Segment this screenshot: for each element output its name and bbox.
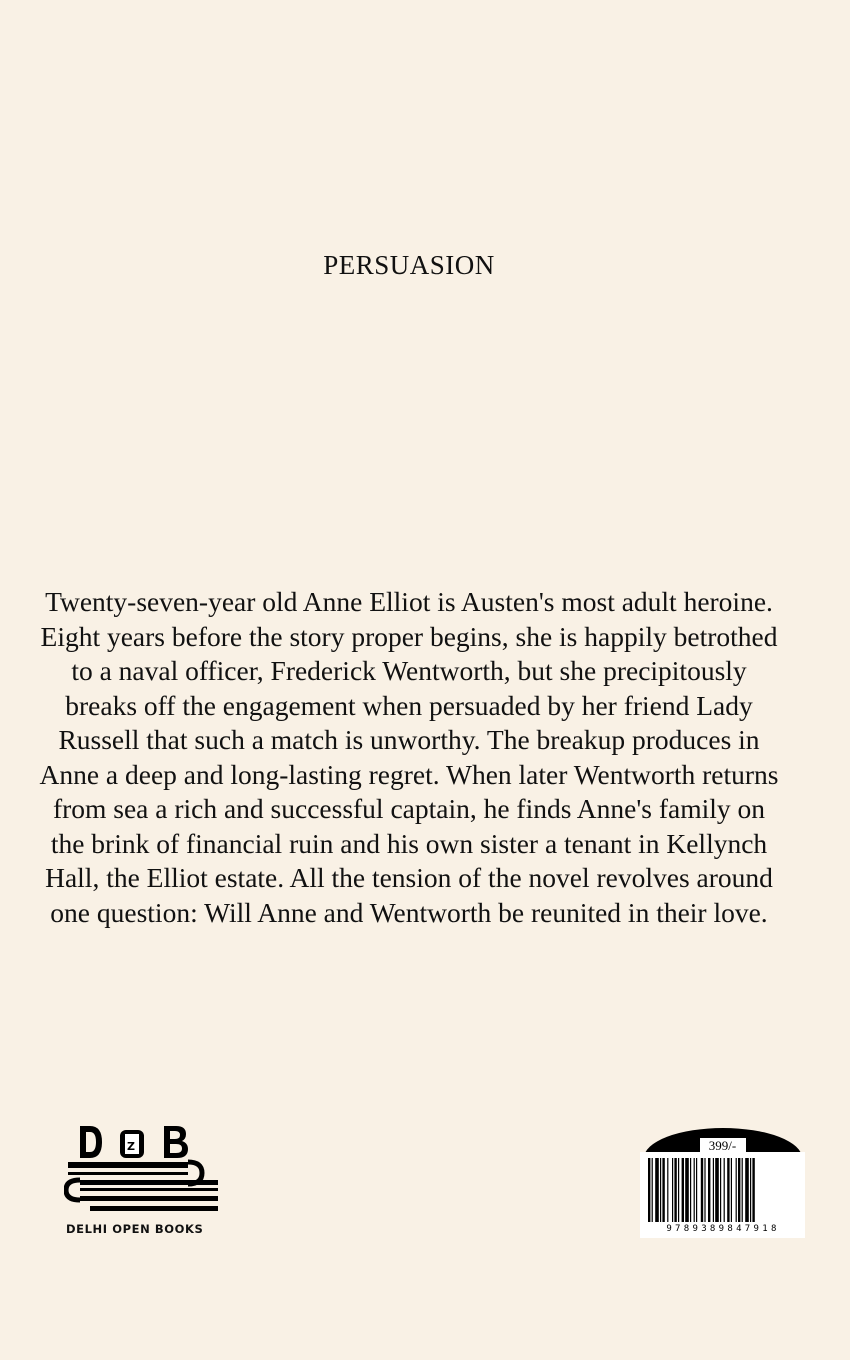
barcode-bar xyxy=(662,1158,664,1222)
barcode-bars-icon xyxy=(648,1158,798,1222)
barcode-bar xyxy=(652,1158,653,1222)
blurb-line: Eight years before the story proper begins, she is happily betrothed xyxy=(40,620,778,652)
barcode-bar xyxy=(678,1158,679,1222)
barcode-bar xyxy=(696,1158,697,1222)
blurb-line: Anne a deep and long-lasting regret. When later Wentworth returns xyxy=(39,758,779,790)
svg-text:Z: Z xyxy=(127,1140,135,1153)
barcode-bar xyxy=(667,1158,668,1222)
price-label: 399/- xyxy=(708,1138,737,1153)
blurb-line: from sea a rich and successful captain, he finds Anne's family on xyxy=(52,793,766,824)
isbn-barcode xyxy=(640,1128,805,1240)
barcode-bar xyxy=(660,1158,661,1222)
blurb-line: Russell that such a match is unworthy. The breakup produces in xyxy=(58,724,760,755)
publisher-name: DELHI OPEN BOOKS xyxy=(66,1222,204,1236)
dob-books-logo-icon xyxy=(64,1122,224,1222)
barcode-bar xyxy=(690,1158,691,1222)
barcode-bar xyxy=(742,1158,743,1222)
barcode-bar xyxy=(648,1158,650,1222)
barcode-bar xyxy=(701,1158,703,1222)
blurb-line: breaks off the engagement when persuaded by her friend Lady xyxy=(65,689,753,721)
barcode-bar xyxy=(694,1158,695,1222)
blurb-line: the brink of financial ruin and his own sister a tenant in Kellynch xyxy=(50,827,768,859)
barcode-bar xyxy=(674,1158,676,1222)
barcode-bar xyxy=(685,1158,689,1222)
book-blurb xyxy=(0,585,818,930)
blurb-line: Twenty-seven-year old Anne Elliot is Austen's most adult heroine. xyxy=(45,586,773,617)
barcode-bar xyxy=(745,1158,749,1222)
barcode-bar xyxy=(672,1158,673,1222)
book-title: PERSUASION xyxy=(323,250,495,280)
barcode-bar xyxy=(682,1158,684,1222)
barcode-bar xyxy=(727,1158,729,1222)
barcode-bar xyxy=(708,1158,710,1222)
blurb-line: to a naval officer, Frederick Wentworth, but she precipitously xyxy=(71,655,747,686)
barcode-bar xyxy=(750,1158,751,1222)
barcode-bar xyxy=(715,1158,719,1222)
barcode-bar xyxy=(731,1158,732,1222)
publisher-logo xyxy=(64,1122,224,1242)
barcode-bar xyxy=(704,1158,705,1222)
barcode-bar xyxy=(720,1158,721,1222)
barcode-bar xyxy=(713,1158,714,1222)
barcode-bar xyxy=(736,1158,737,1222)
barcode-bar xyxy=(738,1158,740,1222)
barcode-bar xyxy=(724,1158,725,1222)
barcode-bar xyxy=(752,1158,754,1222)
blurb-line: one question: Will Anne and Wentworth be reunited in their love. xyxy=(50,896,768,928)
barcode-bar xyxy=(655,1158,659,1222)
blurb-line: Hall, the Elliot estate. All the tension of the novel revolves around xyxy=(45,862,773,893)
isbn-number: 9789389847918 xyxy=(666,1224,780,1234)
